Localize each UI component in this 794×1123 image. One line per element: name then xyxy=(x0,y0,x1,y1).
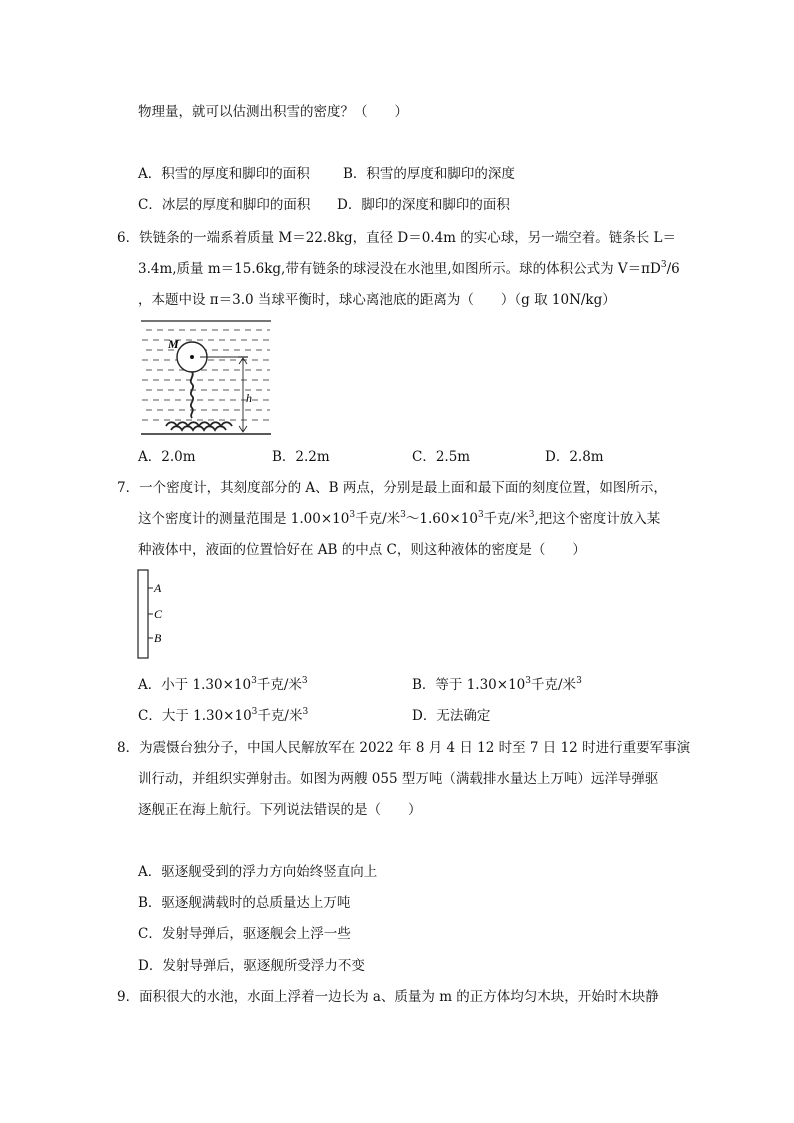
superscript: 3 xyxy=(576,676,582,686)
q9-stem-line1: 9．面积很大的水池，水面上浮着一边长为 a、质量为 m 的正方体均匀木块，开始时木块静 xyxy=(117,989,659,1005)
q7-option-text: B．等于 1.30×10 xyxy=(412,677,526,693)
q5-option-c[interactable]: C．冰层的厚度和脚印的面积 xyxy=(138,197,311,213)
q7-figure-label-a: A xyxy=(154,581,162,595)
q7-option-d[interactable]: D．无法确定 xyxy=(412,708,491,724)
q7-stem-line1: 7．一个密度计，其刻度部分的 A、B 两点，分别是最上面和最下面的刻度位置，如图所示， xyxy=(117,480,667,496)
superscript: 3 xyxy=(251,707,258,717)
q8-stem-line1: 8．为震慑台独分子，中国人民解放军在 2022 年 8 月 4 日 12 时至 7 日 12 时进行重要军事演 xyxy=(117,740,691,756)
q8-option-a[interactable]: A．驱逐舰受到的浮力方向始终竖直向上 xyxy=(138,864,378,880)
superscript: 3 xyxy=(660,260,667,270)
q7-option-a[interactable] xyxy=(138,676,308,694)
q7-text: 千克/米 xyxy=(355,511,401,527)
q6-stem-line2 xyxy=(138,260,680,278)
superscript: 3 xyxy=(302,707,309,717)
q8-stem-line2: 训行动，并组织实弹射击。如图为两艘 055 型万吨（满载排水量达上万吨）远洋导弹驱 xyxy=(138,771,659,787)
q6-figure-label-h: h xyxy=(246,391,252,405)
superscript: 3 xyxy=(301,676,308,686)
q7-option-unit: 千克/米 xyxy=(256,677,302,693)
q6-text: 3.4m,质量 m＝15.6kg,带有链条的球浸没在水池里,如图所示。球的体积公式为 V＝πD xyxy=(138,261,661,277)
q7-figure-hydrometer xyxy=(136,568,176,660)
q7-option-text: C．大于 1.30×10 xyxy=(138,708,252,724)
q6-figure-ball-chain xyxy=(138,316,274,440)
q8-option-c[interactable]: C．发射导弹后，驱逐舰会上浮一些 xyxy=(138,926,351,942)
superscript: 3 xyxy=(400,510,406,520)
q8-option-b[interactable]: B．驱逐舰满载时的总质量达上万吨 xyxy=(138,895,351,911)
q6-option-a[interactable]: A．2.0m xyxy=(138,449,196,465)
q6-figure-label-m: M xyxy=(168,337,179,351)
q7-option-text: A．小于 1.30×10 xyxy=(138,677,252,693)
q6-option-c[interactable]: C．2.5m xyxy=(412,449,471,465)
superscript: 3 xyxy=(251,676,257,686)
q7-stem-line3: 种液体中，液面的位置恰好在 AB 的中点 C，则这种液体的密度是（ ） xyxy=(138,542,586,558)
q7-text: 这个密度计的测量范围是 1.00×10 xyxy=(138,511,350,527)
q7-figure-label-c: C xyxy=(154,607,163,621)
q7-stem-line2 xyxy=(138,510,660,528)
q6-stem-line1: 6．铁链条的一端系着质量 M＝22.8kg，直径 D＝0.4m 的实心球，另一端空着。链条长 L＝ xyxy=(117,230,677,246)
q7-figure-label-b: B xyxy=(154,631,162,645)
q8-option-d[interactable]: D．发射导弹后，驱逐舰所受浮力不变 xyxy=(138,958,365,974)
q6-option-b[interactable]: B．2.2m xyxy=(272,449,330,465)
q7-text: ,把这个密度计放入某 xyxy=(534,511,661,527)
superscript: 3 xyxy=(349,510,356,520)
superscript: 3 xyxy=(477,510,484,520)
q5-stem-tail: 物理量，就可以估测出积雪的密度？（ ） xyxy=(138,104,408,120)
q5-option-b[interactable]: B．积雪的厚度和脚印的深度 xyxy=(343,166,515,182)
q7-option-c[interactable] xyxy=(138,707,308,725)
q8-stem-line3: 逐舰正在海上航行。下列说法错误的是（ ） xyxy=(138,802,422,818)
superscript: 3 xyxy=(528,510,535,520)
q5-option-d[interactable]: D．脚印的深度和脚印的面积 xyxy=(337,197,510,213)
q7-text: 千克/米 xyxy=(483,511,529,527)
q7-text: ～1.60×10 xyxy=(405,511,478,527)
q6-text: /6 xyxy=(666,261,680,277)
superscript: 3 xyxy=(525,676,531,686)
q6-stem-line3: ，本题中设 π＝3.0 当球平衡时，球心离池底的距离为（ ）（g 取 10N/kg） xyxy=(138,292,616,308)
q7-option-b[interactable] xyxy=(412,676,582,694)
q7-option-unit: 千克/米 xyxy=(257,708,303,724)
q7-option-unit: 千克/米 xyxy=(531,677,577,693)
q6-option-d[interactable]: D．2.8m xyxy=(545,449,604,465)
q5-option-a[interactable]: A．积雪的厚度和脚印的面积 xyxy=(138,166,310,182)
